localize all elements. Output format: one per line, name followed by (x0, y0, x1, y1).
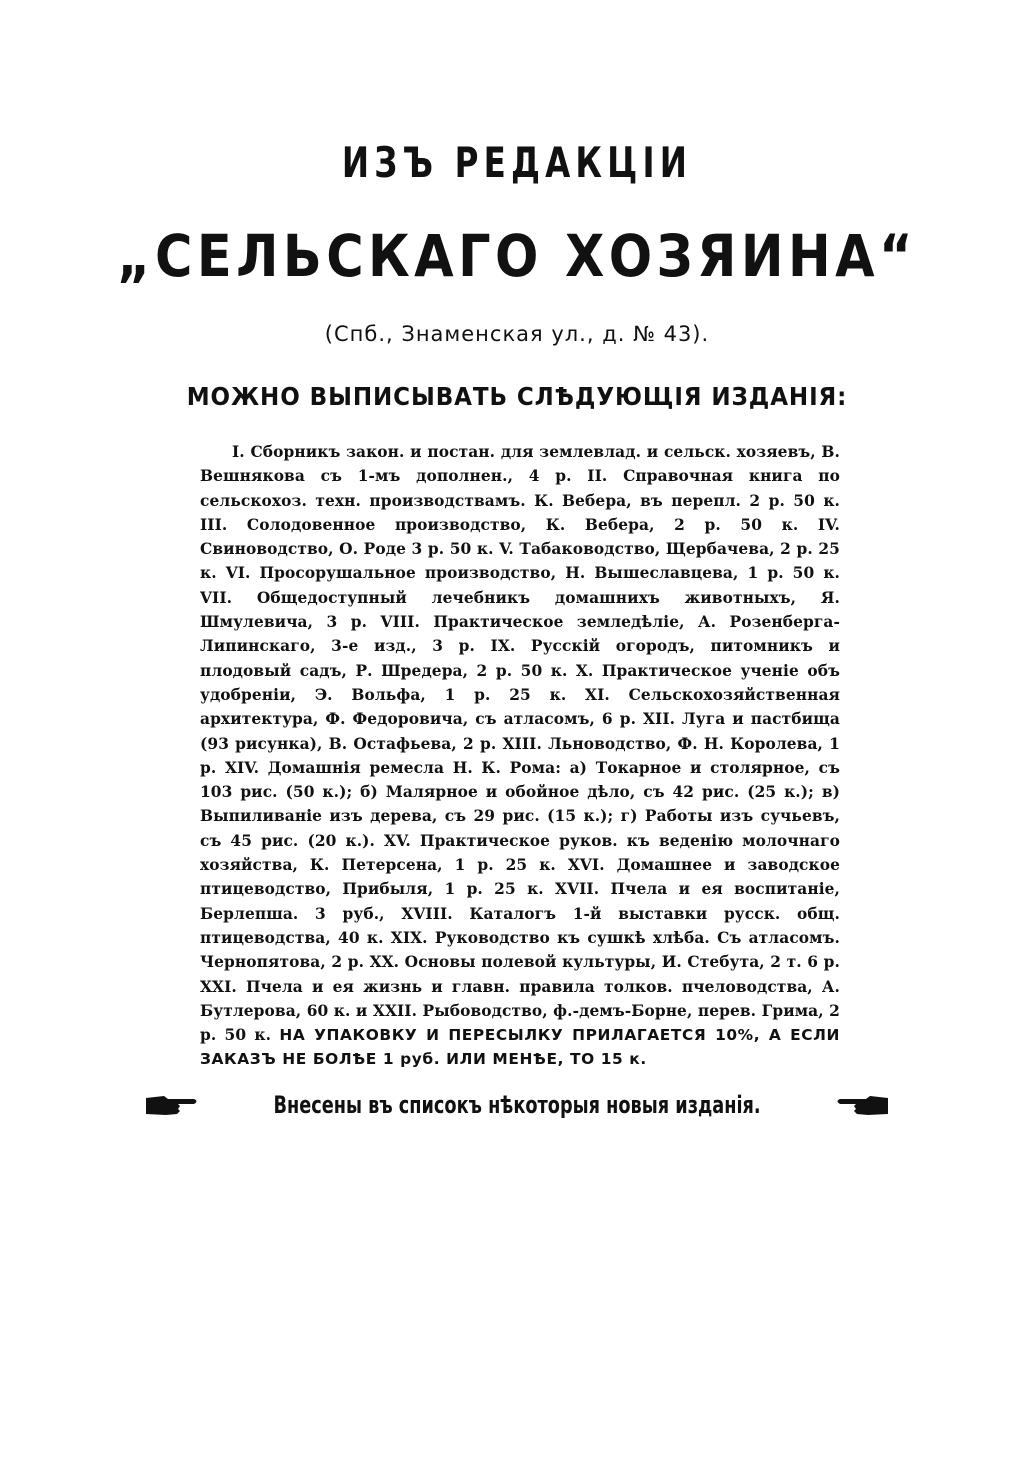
shipping-note: НА УПАКОВКУ И ПЕРЕСЫЛКУ ПРИЛАГАЕТСЯ 10%, А ЕСЛИ ЗАКАЗЪ НЕ БОЛѢЕ 1 руб. ИЛИ МЕНѢЕ, ТО 15 к. (200, 1026, 841, 1069)
pointing-hand-right-icon (144, 1092, 200, 1118)
new-editions-notice (0, 1090, 1034, 1119)
new-editions-text: Внесены въ списокъ нѣкоторыя новыя изданія. (273, 1091, 761, 1119)
publisher-heading: ИЗЪ РЕДАКЦІИ (341, 138, 693, 187)
catalog-paragraph (200, 440, 840, 1072)
publisher-address: (Спб., Знаменская ул., д. № 43). (324, 322, 710, 346)
catalog-heading: МОЖНО ВЫПИСЫВАТЬ СЛѢДУЮЩІЯ ИЗДАНІЯ: (186, 382, 848, 411)
catalog-list: I. Сборникъ закон. и постан. для землевлад. и сельск. хозяевъ, В. Вешнякова съ 1-мъ дополнен., 4 р. II. Справочная книга по сельскохоз. техн. производствамъ. К. Вебера, въ перепл. 2 р. 50 к. III. Солодовенное производство, К. Вебера, 2 р. 50 к. IV. Свиноводство, О. Роде 3 р. 50 к. V. Табаководство, Щербачева, 2 р. 25 к. VI. Просорушальное производство, Н. Вышеславцева, 1 р. 50 к. VII. Общедоступный лечебникъ домашнихъ животныхъ, Я. Шмулевича, 3 р. VIII. Практическое земледѣліе, А. Розенберга-Липинскаго, 3-е изд., 3 р. IX. Русскій огородъ, питомникъ и плодовый садъ, Р. Шредера, 2 р. 50 к. X. Практическое ученіе объ удобреніи, Э. Вольфа, 1 р. 25 к. XI. Сельскохозяйственная архитектура, Ф. Федоровича, съ атласомъ, 6 р. XII. Луга и пастбища (93 рисунка), В. Остафьева, 2 р. XIII. Льноводство, Ф. Н. Королева, 1 р. XIV. Домашнія ремесла Н. К. Рома: а) Токарное и столярное, съ 103 рис. (50 к.); б) Малярное и обойное дѣло, съ 42 рис. (25 к.); в) Выпиливаніе изъ дерева, съ 29 рис. (15 к.); г) Работы изъ сучьевъ, съ 45 рис. (20 к.). XV. Практическое руков. къ веденію молочнаго хозяйства, К. Петерсена, 1 р. 25 к. XVI. Домашнее и заводское птицеводство, Прибыля, 1 р. 25 к. XVII. Пчела и ея воспитаніе, Берлепша. 3 руб., XVIII. Каталогъ 1-й выставки русск. общ. птицеводства, 40 к. XIX. Руководство къ сушкѣ хлѣба. Съ атласомъ. Чернопятова, 2 р. XX. Основы полевой культуры, И. Стебута, 2 т. 6 р. XXI. Пчела и ея жизнь и главн. правила толков. пчеловодства, А. Бутлерова, 60 к. и XXII. Рыбоводство, ф.-демъ-Борне, перев. Грима, 2 р. 50 к. (200, 443, 840, 1045)
pointing-hand-left-icon (834, 1092, 890, 1118)
journal-title: „СЕЛЬСКАГО ХОЗЯИНА“ (117, 222, 917, 290)
